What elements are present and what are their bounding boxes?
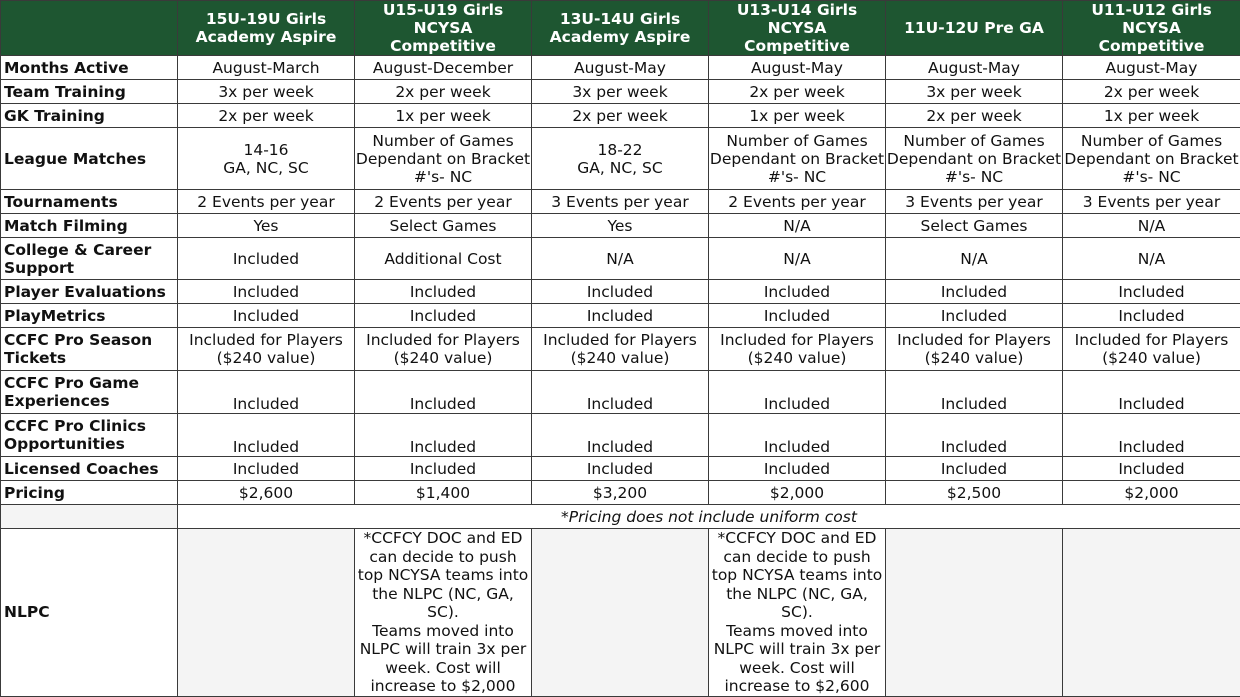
table-row	[1, 128, 1240, 190]
table-cell: 2x per week	[178, 104, 355, 128]
row-label: Licensed Coaches	[1, 457, 178, 481]
table-cell: Select Games	[355, 214, 532, 238]
row-label: College & Career Support	[1, 238, 178, 280]
table-cell: Included for Players ($240 value)	[532, 328, 709, 371]
table-cell: Yes	[178, 214, 355, 238]
table-cell: Included	[1063, 371, 1240, 414]
nlpc-cell: *CCFCY DOC and ED can decide to push top NCYSA teams into the NLPC (NC, GA, SC). Teams moved into NLPC will train 3x per week. Cost will increase to $2,000	[355, 529, 532, 697]
pricing-note-blank	[1, 505, 178, 529]
table-cell: 2 Events per year	[355, 190, 532, 214]
table-cell: Included	[178, 457, 355, 481]
table-cell: N/A	[709, 238, 886, 280]
table-cell: Included	[355, 457, 532, 481]
table-cell: Included	[178, 280, 355, 304]
table-cell: $2,600	[178, 481, 355, 505]
column-header: U15-U19 Girls NCYSA Competitive	[355, 1, 532, 56]
table-cell: N/A	[532, 238, 709, 280]
empty-cell	[886, 529, 1063, 697]
empty-cell	[178, 529, 355, 697]
table-cell: Included	[355, 414, 532, 457]
table-cell: Included	[178, 304, 355, 328]
table-cell: Included	[532, 371, 709, 414]
row-label: Months Active	[1, 56, 178, 80]
header-row	[1, 1, 1240, 56]
table-row	[1, 457, 1240, 481]
table-row	[1, 371, 1240, 414]
column-header: U13-U14 Girls NCYSA Competitive	[709, 1, 886, 56]
table-cell: N/A	[709, 214, 886, 238]
table-cell: 3x per week	[886, 80, 1063, 104]
table-cell: 2x per week	[886, 104, 1063, 128]
table-cell: Number of Games Dependant on Bracket #'s- NC	[886, 128, 1063, 190]
column-header: 11U-12U Pre GA	[886, 1, 1063, 56]
nlpc-row	[1, 529, 1240, 697]
table-cell: Included	[532, 280, 709, 304]
table-cell: Included	[886, 304, 1063, 328]
table-cell: 3x per week	[532, 80, 709, 104]
table-cell: Included	[1063, 414, 1240, 457]
row-label: Tournaments	[1, 190, 178, 214]
table-cell: Included for Players ($240 value)	[1063, 328, 1240, 371]
table-cell: Included	[1063, 280, 1240, 304]
table-body	[1, 56, 1240, 697]
table-cell: Additional Cost	[355, 238, 532, 280]
table-cell: Included	[178, 238, 355, 280]
empty-cell	[532, 529, 709, 697]
table-cell: Included	[709, 304, 886, 328]
table-cell: $2,000	[1063, 481, 1240, 505]
column-header: 15U-19U Girls Academy Aspire	[178, 1, 355, 56]
table-cell: 3 Events per year	[1063, 190, 1240, 214]
table-cell: 2x per week	[532, 104, 709, 128]
table-cell: 1x per week	[1063, 104, 1240, 128]
table-cell: Included for Players ($240 value)	[178, 328, 355, 371]
table-cell: Number of Games Dependant on Bracket #'s- NC	[355, 128, 532, 190]
table-row	[1, 328, 1240, 371]
table-row	[1, 238, 1240, 280]
table-cell: Included	[532, 457, 709, 481]
row-label: PlayMetrics	[1, 304, 178, 328]
pricing-note: *Pricing does not include uniform cost	[178, 505, 1240, 529]
row-label: Team Training	[1, 80, 178, 104]
table-row	[1, 190, 1240, 214]
row-label: Player Evaluations	[1, 280, 178, 304]
table-cell: 3 Events per year	[886, 190, 1063, 214]
table-cell: August-March	[178, 56, 355, 80]
table-cell: 14-16 GA, NC, SC	[178, 128, 355, 190]
table-cell: Included	[532, 304, 709, 328]
table-cell: N/A	[886, 238, 1063, 280]
row-label: CCFC Pro Season Tickets	[1, 328, 178, 371]
table-cell: Included	[886, 371, 1063, 414]
table-cell: Included	[355, 280, 532, 304]
row-label: CCFC Pro Game Experiences	[1, 371, 178, 414]
table-cell: 2x per week	[355, 80, 532, 104]
row-label: GK Training	[1, 104, 178, 128]
table-cell: Included	[1063, 457, 1240, 481]
row-label: Match Filming	[1, 214, 178, 238]
table-cell: Included	[709, 280, 886, 304]
pricing-note-row	[1, 505, 1240, 529]
empty-cell	[1063, 529, 1240, 697]
table-cell: August-May	[532, 56, 709, 80]
table-cell: Select Games	[886, 214, 1063, 238]
table-cell: N/A	[1063, 214, 1240, 238]
row-label: CCFC Pro Clinics Opportunities	[1, 414, 178, 457]
table-cell: $2,500	[886, 481, 1063, 505]
table-cell: Included	[355, 304, 532, 328]
table-row	[1, 280, 1240, 304]
table-cell: $3,200	[532, 481, 709, 505]
table-cell: Included	[886, 414, 1063, 457]
table-cell: August-December	[355, 56, 532, 80]
row-label: Pricing	[1, 481, 178, 505]
table-cell: Included	[1063, 304, 1240, 328]
nlpc-cell: *CCFCY DOC and ED can decide to push top NCYSA teams into the NLPC (NC, GA, SC). Teams moved into NLPC will train 3x per week. Cost will increase to $2,600	[709, 529, 886, 697]
table-cell: 2 Events per year	[178, 190, 355, 214]
table-cell: 18-22 GA, NC, SC	[532, 128, 709, 190]
table-cell: Included for Players ($240 value)	[886, 328, 1063, 371]
table-row	[1, 104, 1240, 128]
table-row	[1, 214, 1240, 238]
table-cell: 2 Events per year	[709, 190, 886, 214]
table-cell: Included	[886, 280, 1063, 304]
table-cell: 1x per week	[709, 104, 886, 128]
header-corner	[1, 1, 178, 56]
table-cell: Included	[709, 371, 886, 414]
table-cell: Included	[355, 371, 532, 414]
table-cell: Number of Games Dependant on Bracket #'s- NC	[1063, 128, 1240, 190]
table-row	[1, 304, 1240, 328]
table-cell: $2,000	[709, 481, 886, 505]
table-cell: 2x per week	[709, 80, 886, 104]
table-cell: Included for Players ($240 value)	[355, 328, 532, 371]
table-cell: Included	[709, 414, 886, 457]
column-header: 13U-14U Girls Academy Aspire	[532, 1, 709, 56]
row-label: League Matches	[1, 128, 178, 190]
table-cell: Number of Games Dependant on Bracket #'s- NC	[709, 128, 886, 190]
table-cell: Included	[709, 457, 886, 481]
table-cell: 2x per week	[1063, 80, 1240, 104]
table-cell: N/A	[1063, 238, 1240, 280]
table-row	[1, 481, 1240, 505]
row-label: NLPC	[1, 529, 178, 697]
table-cell: 3x per week	[178, 80, 355, 104]
column-header: U11-U12 Girls NCYSA Competitive	[1063, 1, 1240, 56]
table-cell: 1x per week	[355, 104, 532, 128]
table-cell: $1,400	[355, 481, 532, 505]
table-cell: Included	[532, 414, 709, 457]
table-cell: Included	[886, 457, 1063, 481]
table-row	[1, 80, 1240, 104]
table-cell: August-May	[886, 56, 1063, 80]
table-row	[1, 414, 1240, 457]
table-cell: 3 Events per year	[532, 190, 709, 214]
table-cell: August-May	[709, 56, 886, 80]
table-cell: Included	[178, 414, 355, 457]
table-cell: Included	[178, 371, 355, 414]
table-cell: Yes	[532, 214, 709, 238]
table-cell: Included for Players ($240 value)	[709, 328, 886, 371]
table-cell: August-May	[1063, 56, 1240, 80]
table-row	[1, 56, 1240, 80]
